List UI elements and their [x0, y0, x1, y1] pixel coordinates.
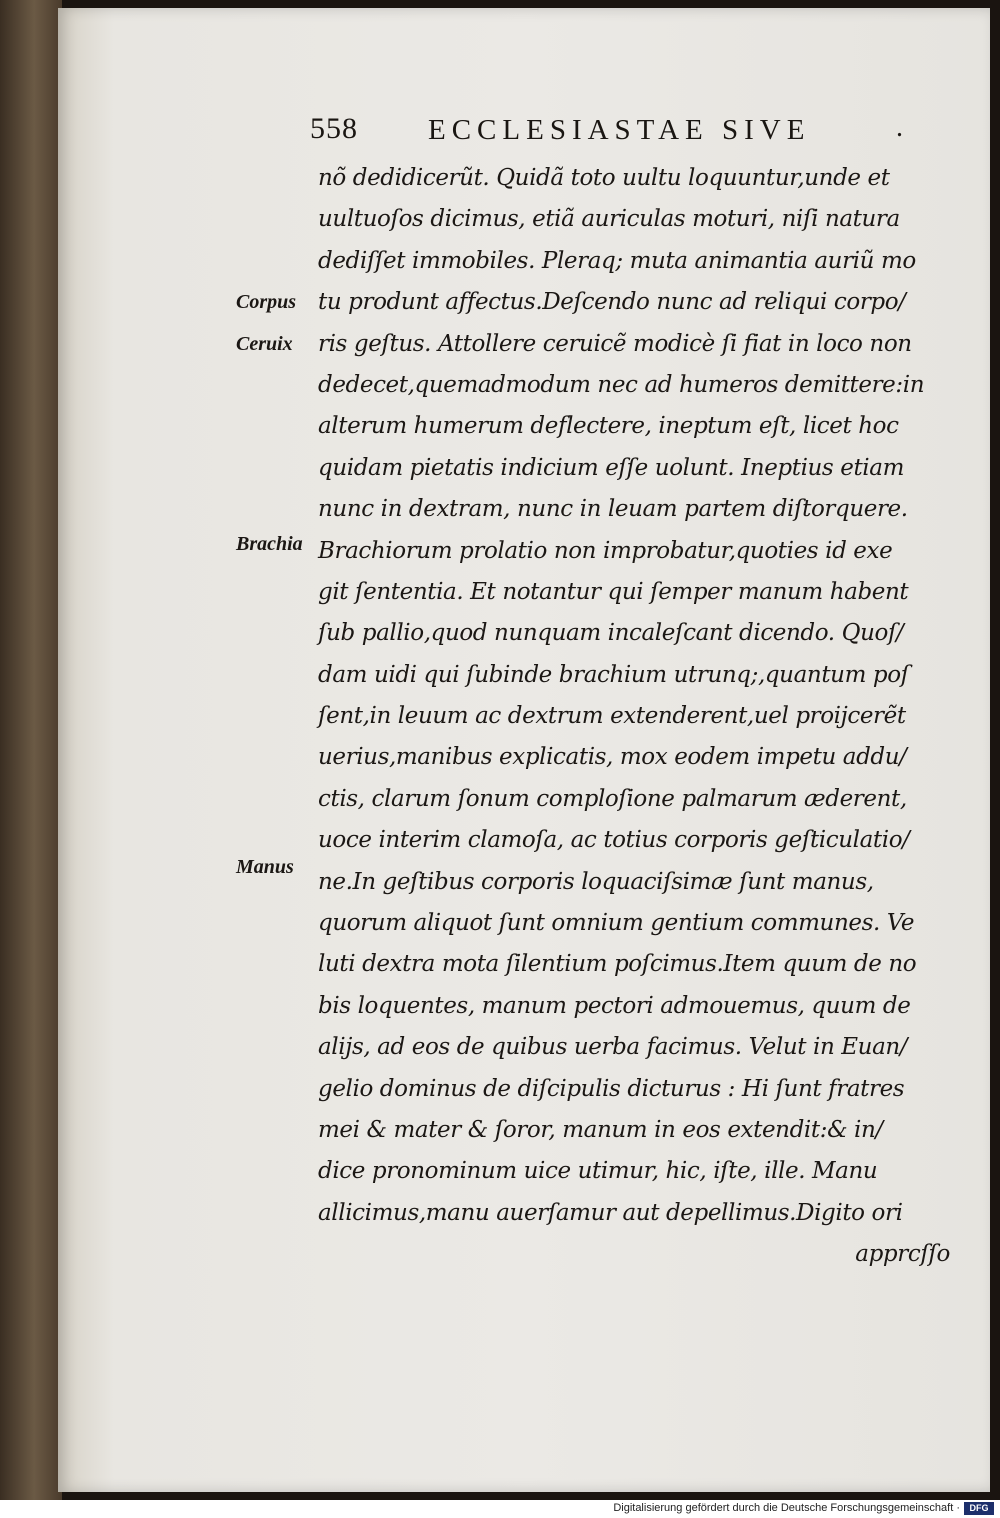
digitization-credit: Digitalisierung gefördert durch die Deutsche Forschungsgemeinschaft ·	[613, 1502, 960, 1514]
text-line: quidam pietatis indicium eſſe uolunt. Ineptius etiam	[318, 454, 904, 481]
book-spine-edge	[0, 0, 62, 1500]
text-line: ſub pallio,quod nunquam incaleſcant dicendo. Quoſ/	[318, 620, 904, 647]
text-line: dam uidi qui ſubinde brachium utrunq;,quantum poſ	[318, 661, 909, 688]
text-line: gelio dominus de diſcipulis dicturus : Hi ſunt fratres	[318, 1075, 905, 1102]
text-line: uerius,manibus explicatis, mox eodem impetu addu/	[318, 744, 907, 771]
text-line: dediſſet immobiles. Pleraq; muta animantia auriũ mo	[318, 247, 916, 274]
page-header	[310, 112, 910, 156]
text-line: alijs, ad eos de quibus uerba facimus. Velut in Euan/	[318, 1034, 908, 1061]
marginal-note-ceruix: Ceruix	[236, 333, 293, 355]
text-line: quorum aliquot ſunt omnium gentium communes. Ve	[318, 910, 915, 937]
main-text-block	[318, 158, 968, 1276]
page-number: 558	[310, 112, 358, 145]
running-title: ECCLESIASTAE SIVE	[428, 114, 811, 146]
dfg-logo-icon: DFG	[964, 1502, 994, 1515]
text-line: ctis, clarum ſonum comploſione palmarum æderent,	[318, 785, 907, 812]
text-line: dice pronominum uice utimur, hic, iſte, ille. Manu	[318, 1158, 878, 1185]
text-line: ris geſtus. Attollere ceruicẽ modicè ſi fiat in loco non	[318, 330, 912, 357]
catchword: apprcſſo	[855, 1241, 950, 1268]
text-line: ſent,in leuum ac dextrum extenderent,uel proijcerẽt	[318, 703, 906, 730]
text-line: alterum humerum deflectere, ineptum eſt, licet hoc	[318, 413, 899, 440]
text-line: Brachiorum prolatio non improbatur,quoties id exe	[318, 537, 893, 564]
text-line: mei & mater & ſoror, manum in eos extendit:& in/	[318, 1116, 883, 1143]
marginal-note-corpus: Corpus	[236, 291, 297, 313]
footer-bar	[0, 1500, 1000, 1518]
text-line: allicimus,manu auerſamur aut depellimus.Digito ori	[318, 1199, 903, 1226]
text-line: uultuoſos dicimus, etiã auriculas moturi, niſi natura	[318, 206, 900, 233]
text-line: nunc in dextram, nunc in leuam partem diſtorquere.	[318, 496, 908, 523]
text-line: git ſententia. Et notantur qui ſemper manum habent	[318, 578, 909, 605]
text-line: uoce interim clamoſa, ac totius corporis geſticulatio/	[318, 827, 910, 854]
header-ornament: .	[896, 112, 903, 143]
text-line: luti dextra mota ſilentium poſcimus.Item quum de no	[318, 951, 917, 978]
text-line: tu produnt affectus.Deſcendo nunc ad reliqui corpo/	[318, 289, 906, 316]
marginal-note-brachia: Brachia	[236, 533, 303, 555]
marginal-note-manus: Manus	[236, 856, 294, 878]
text-line: nõ dedidicerũt. Quidã toto uultu loquuntur,unde et	[318, 165, 890, 191]
text-line: dedecet,quemadmodum nec ad humeros demittere:in	[318, 371, 925, 398]
text-line: ne.In geſtibus corporis loquaciſsimæ ſunt manus,	[318, 868, 874, 895]
text-line: bis loquentes, manum pectori admouemus, quum de	[318, 992, 911, 1019]
